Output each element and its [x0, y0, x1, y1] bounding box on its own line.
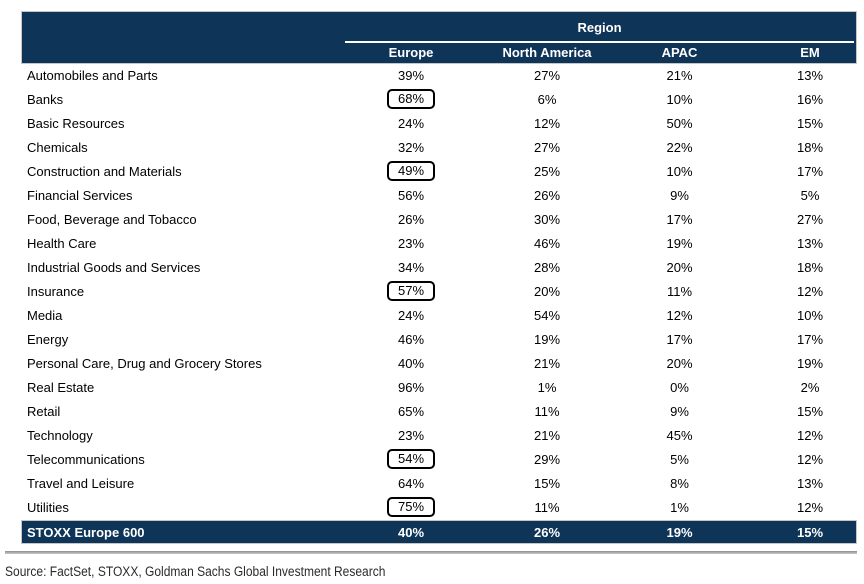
value-cell: 16% — [796, 91, 824, 107]
row-label: Utilities — [27, 499, 69, 515]
value-cell: 6% — [537, 91, 557, 107]
value-cell: 46% — [533, 235, 561, 251]
total-row-label: STOXX Europe 600 — [27, 524, 145, 540]
value-cell: 12% — [796, 427, 824, 443]
column-header-apac: APAC — [661, 44, 698, 60]
table-body — [22, 63, 856, 519]
column-header-row — [22, 42, 856, 62]
value-cell: 1% — [537, 379, 557, 395]
value-cell: 20% — [533, 283, 561, 299]
source-text: Source: FactSet, STOXX, Goldman Sachs Global Investment Research — [5, 564, 386, 579]
value-cell — [345, 163, 477, 179]
value-cell: 21% — [666, 67, 693, 83]
value-cell: 10% — [796, 307, 824, 323]
value-cell: 19% — [796, 355, 824, 371]
total-row — [22, 521, 856, 543]
value-cell: 56% — [397, 187, 425, 203]
row-label: Chemicals — [27, 139, 88, 155]
value-cell: 28% — [533, 259, 561, 275]
row-label: Retail — [27, 403, 61, 419]
table-row — [22, 327, 856, 351]
table-row — [22, 399, 856, 423]
value-cell: 10% — [666, 91, 693, 107]
table-row — [22, 207, 856, 231]
value-cell: 13% — [796, 67, 824, 83]
value-cell: 20% — [666, 259, 693, 275]
row-label: Insurance — [27, 283, 85, 299]
value-cell: 15% — [796, 403, 824, 419]
table-row — [22, 87, 856, 111]
value-cell: 18% — [796, 259, 824, 275]
value-cell: 27% — [533, 139, 561, 155]
highlight-box: 49% — [387, 161, 435, 181]
total-value-apac: 19% — [666, 524, 693, 540]
row-label: Industrial Goods and Services — [27, 259, 201, 275]
value-cell: 11% — [666, 283, 693, 299]
highlight-box: 68% — [387, 89, 435, 109]
column-header-north-america: North America — [502, 44, 592, 60]
row-label: Basic Resources — [27, 115, 125, 131]
value-cell: 15% — [796, 115, 824, 131]
value-cell: 46% — [397, 331, 425, 347]
value-cell: 1% — [670, 499, 689, 515]
row-label: Telecommunications — [27, 451, 145, 467]
value-cell — [345, 451, 477, 467]
region-group-label: Region — [577, 19, 622, 35]
row-label: Automobiles and Parts — [27, 67, 158, 83]
value-cell: 5% — [800, 187, 820, 203]
table-row — [22, 255, 856, 279]
value-cell: 32% — [397, 139, 425, 155]
value-cell: 18% — [796, 139, 824, 155]
value-cell: 12% — [666, 307, 693, 323]
value-cell: 12% — [796, 499, 824, 515]
value-cell: 23% — [397, 427, 425, 443]
value-cell: 11% — [534, 499, 560, 515]
value-cell: 26% — [397, 211, 425, 227]
column-header-em: EM — [800, 44, 820, 60]
row-label: Construction and Materials — [27, 163, 182, 179]
value-cell: 0% — [670, 379, 689, 395]
value-cell: 13% — [796, 235, 824, 251]
row-label: Health Care — [27, 235, 97, 251]
value-cell — [345, 283, 477, 299]
row-label: Travel and Leisure — [27, 475, 135, 491]
table-row — [22, 63, 856, 87]
table-row — [22, 423, 856, 447]
row-label: Personal Care, Drug and Grocery Stores — [27, 355, 262, 371]
value-cell: 17% — [796, 163, 824, 179]
table-row — [22, 375, 856, 399]
value-cell: 40% — [397, 355, 425, 371]
value-cell: 9% — [670, 403, 689, 419]
row-label: Technology — [27, 427, 93, 443]
value-cell: 29% — [533, 451, 561, 467]
table-row — [22, 183, 856, 207]
table-row — [22, 111, 856, 135]
table-row — [22, 231, 856, 255]
value-cell: 50% — [666, 115, 693, 131]
value-cell: 96% — [397, 379, 425, 395]
value-cell — [345, 499, 477, 515]
value-cell: 39% — [397, 67, 425, 83]
value-cell: 10% — [666, 163, 693, 179]
highlight-box: 75% — [387, 497, 435, 517]
value-cell: 24% — [397, 115, 425, 131]
value-cell: 5% — [670, 451, 689, 467]
value-cell: 21% — [533, 355, 561, 371]
row-label: Food, Beverage and Tobacco — [27, 211, 197, 227]
total-value-em: 15% — [796, 524, 824, 540]
value-cell: 23% — [397, 235, 425, 251]
row-label: Energy — [27, 331, 69, 347]
value-cell: 64% — [397, 475, 425, 491]
column-header-europe: Europe — [388, 44, 434, 60]
footer-divider — [5, 551, 857, 554]
total-value-europe: 40% — [397, 524, 425, 540]
value-cell: 34% — [397, 259, 425, 275]
value-cell — [345, 91, 477, 107]
value-cell: 25% — [533, 163, 561, 179]
value-cell: 21% — [533, 427, 561, 443]
value-cell: 8% — [670, 475, 689, 491]
value-cell: 27% — [796, 211, 824, 227]
highlight-box: 54% — [387, 449, 435, 469]
total-value-north-america: 26% — [533, 524, 561, 540]
table-row — [22, 495, 856, 519]
value-cell: 20% — [666, 355, 693, 371]
value-cell: 17% — [666, 331, 693, 347]
value-cell: 2% — [800, 379, 820, 395]
table-row — [22, 471, 856, 495]
value-cell: 15% — [533, 475, 561, 491]
value-cell: 19% — [666, 235, 693, 251]
value-cell: 12% — [796, 451, 824, 467]
value-cell: 19% — [533, 331, 561, 347]
highlight-box: 57% — [387, 281, 435, 301]
value-cell: 12% — [533, 115, 561, 131]
value-cell: 27% — [533, 67, 561, 83]
table-row — [22, 447, 856, 471]
value-cell: 45% — [666, 427, 693, 443]
value-cell: 30% — [533, 211, 561, 227]
table-row — [22, 159, 856, 183]
table-row — [22, 303, 856, 327]
value-cell: 65% — [397, 403, 425, 419]
region-group-header — [345, 13, 854, 43]
row-label: Financial Services — [27, 187, 133, 203]
table-header — [22, 12, 856, 63]
value-cell: 17% — [796, 331, 824, 347]
value-cell: 54% — [533, 307, 561, 323]
table-row — [22, 351, 856, 375]
value-cell: 17% — [666, 211, 693, 227]
value-cell: 24% — [397, 307, 425, 323]
value-cell: 22% — [666, 139, 693, 155]
value-cell: 9% — [670, 187, 689, 203]
table-row — [22, 135, 856, 159]
value-cell: 12% — [796, 283, 824, 299]
row-label: Banks — [27, 91, 64, 107]
value-cell: 26% — [533, 187, 561, 203]
value-cell: 13% — [796, 475, 824, 491]
table-row — [22, 279, 856, 303]
value-cell: 11% — [534, 403, 560, 419]
row-label: Real Estate — [27, 379, 95, 395]
row-label: Media — [27, 307, 63, 323]
